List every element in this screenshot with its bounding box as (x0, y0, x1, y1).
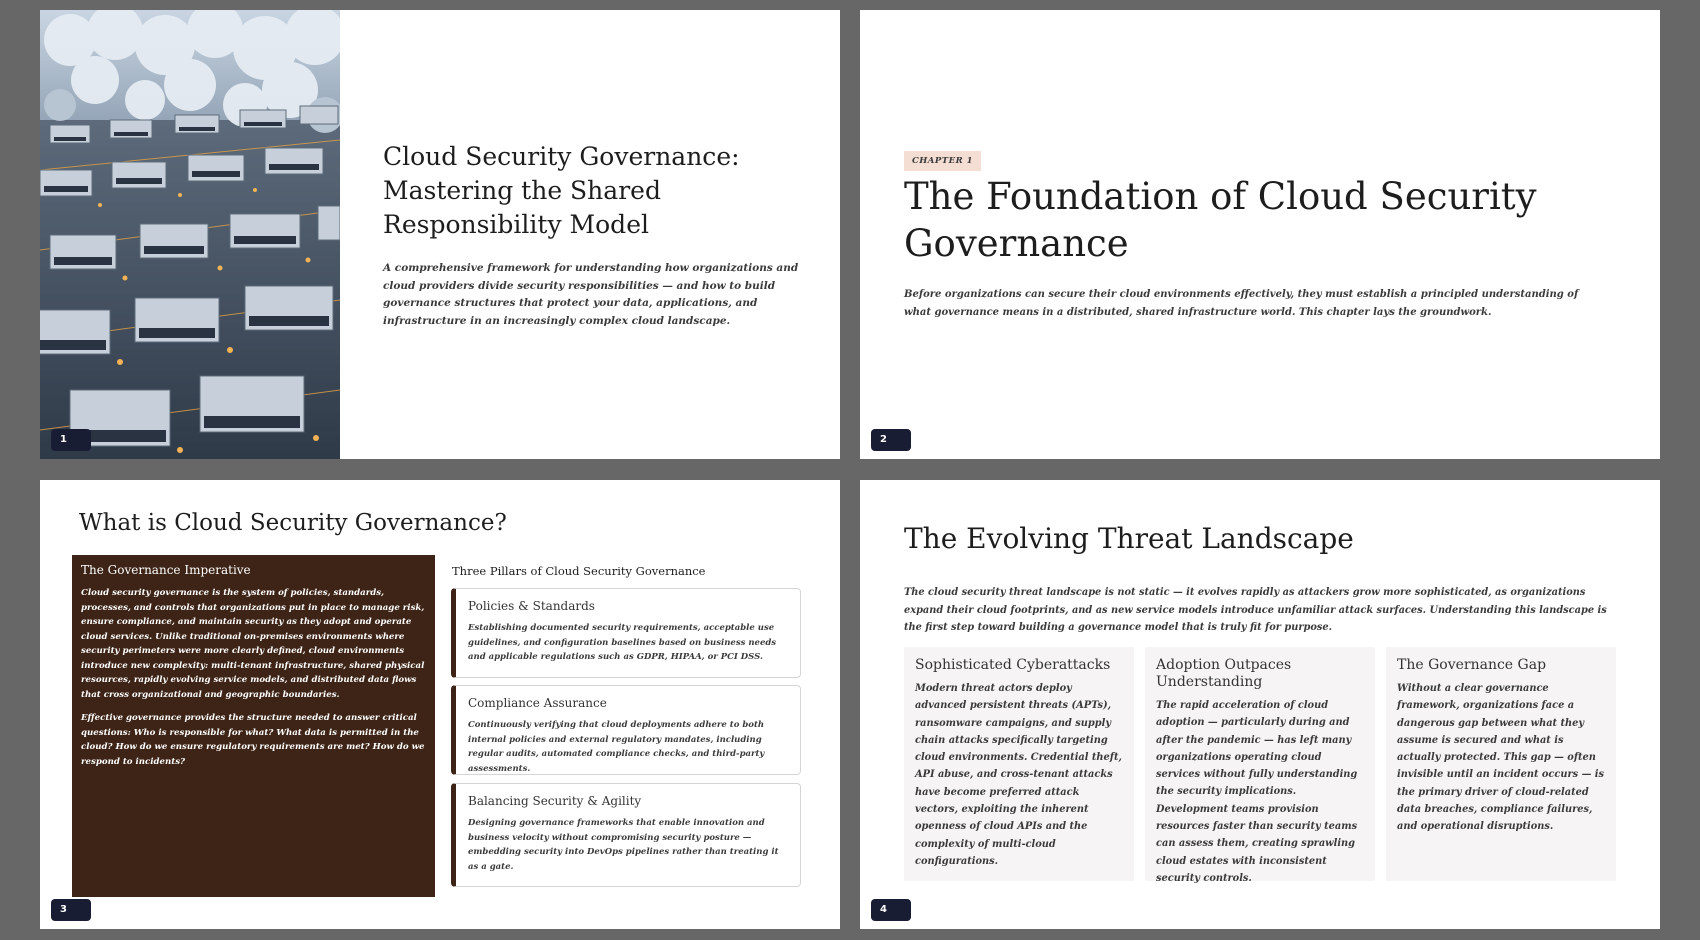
panel-heading: The Governance Imperative (81, 563, 251, 577)
slide-3[interactable] (40, 480, 840, 929)
card-title: Adoption Outpaces Understanding (1156, 657, 1292, 690)
page-number-badge: 2 (871, 429, 911, 451)
chapter-badge: CHAPTER 1 (904, 151, 981, 171)
page-number-badge: 1 (51, 429, 91, 451)
pillars-heading: Three Pillars of Cloud Security Governance (452, 564, 706, 578)
threat-card-governance-gap (1386, 647, 1616, 881)
page-number-badge: 3 (51, 899, 91, 921)
card-title: Sophisticated Cyberattacks (915, 657, 1111, 673)
threat-card-adoption (1145, 647, 1375, 884)
slide-intro: The cloud security threat landscape is not static — it evolves rapidly as attackers grow more sophisticated, as organizations expand their cloud footprints, and as new service models introduce unfamiliar attack surfaces. Understanding this landscape is the first step toward building a governance model that is truly fit for purpose. (904, 587, 1607, 633)
pillar-title: Balancing Security & Agility (468, 794, 642, 808)
card-text: Without a clear governance framework, organizations face a dangerous gap between what they assume is secured and what is actually protected. This gap — often invisible until an incident occurs — is the primary driver of cloud-related data breaches, compliance failures, and operational disruptions. (1397, 683, 1605, 833)
panel-paragraph: Cloud security governance is the system of policies, standards, processes, and controls that organizations put in place to manage risk, ensure compliance, and maintain security as they adopt and operate cloud services. Unlike traditional on-premises environments where security perimeters were more clearly defined, cloud environments introduce new complexity: multi-tenant infrastructure, shared physical resources, rapidly evolving service models, and distributed data flows that cross organizational and geographic boundaries. (81, 588, 425, 700)
card-title: The Governance Gap (1397, 657, 1547, 673)
chapter-subtitle: Before organizations can secure their cloud environments effectively, they must establish a principled understanding of what governance means in a distributed, shared infrastructure world. This chapter lays the groundwork. (904, 289, 1579, 318)
presentation-subtitle: A comprehensive framework for understanding how organizations and cloud providers divide security responsibilities — and how to build governance structures that protect your data, applications, and infrastructure in an increasingly complex cloud landscape. (383, 262, 799, 327)
pillar-text: Continuously verifying that cloud deployments adhere to both internal policies and external regulatory mandates, including regular audits, automated compliance checks, and third-party assessments. (468, 720, 765, 774)
threat-card-cyberattacks (904, 647, 1134, 881)
pillar-text: Establishing documented security requirements, acceptable use guidelines, and configuration baselines based on business needs and applicable regulations such as GDPR, HIPAA, or PCI DSS. (468, 623, 777, 662)
presentation-title: Cloud Security Governance: Mastering the Shared Responsibility Model (383, 142, 740, 239)
pillar-title: Compliance Assurance (468, 696, 607, 710)
card-text: Modern threat actors deploy advanced persistent threats (APTs), ransomware campaigns, and supply chain attacks specifically targeting cloud environments. Credential theft, API abuse, and cross-tenant attacks have become preferred attack vectors, exploiting the inherent openness of cloud APIs and the complexity of multi-cloud configurations. (915, 683, 1122, 867)
slide-1[interactable] (40, 10, 840, 459)
panel-paragraph: Effective governance provides the structure needed to answer critical questions: Who is responsible for what? What data is permitted in the cloud? How do we ensure regulatory requirements are met? How do we respond to incidents? (81, 713, 425, 767)
chapter-title: The Foundation of Cloud Security Governance (904, 175, 1537, 265)
slide-title: What is Cloud Security Governance? (79, 510, 507, 536)
data-center-cover-image (40, 10, 340, 459)
card-text: The rapid acceleration of cloud adoption — particularly during and after the pandemic — has left many organizations operating cloud services without fully understanding the security implications. Development teams provision resources faster than security teams can assess them, creating sprawling cloud estates with inconsistent security controls. (1156, 700, 1358, 884)
slide-2[interactable] (860, 10, 1660, 459)
page-number-badge: 4 (871, 899, 911, 921)
pillar-title: Policies & Standards (468, 599, 595, 613)
slide-title: The Evolving Threat Landscape (904, 522, 1354, 555)
slide-4[interactable] (860, 480, 1660, 929)
pillar-card-agility (451, 783, 801, 887)
pillar-text: Designing governance frameworks that enable innovation and business velocity without compromising security posture — embedding security into DevOps pipelines rather than treating it as a gate. (468, 818, 779, 872)
governance-imperative-panel (72, 555, 435, 897)
pillar-card-compliance (451, 685, 801, 775)
pillar-card-policies (451, 588, 801, 678)
